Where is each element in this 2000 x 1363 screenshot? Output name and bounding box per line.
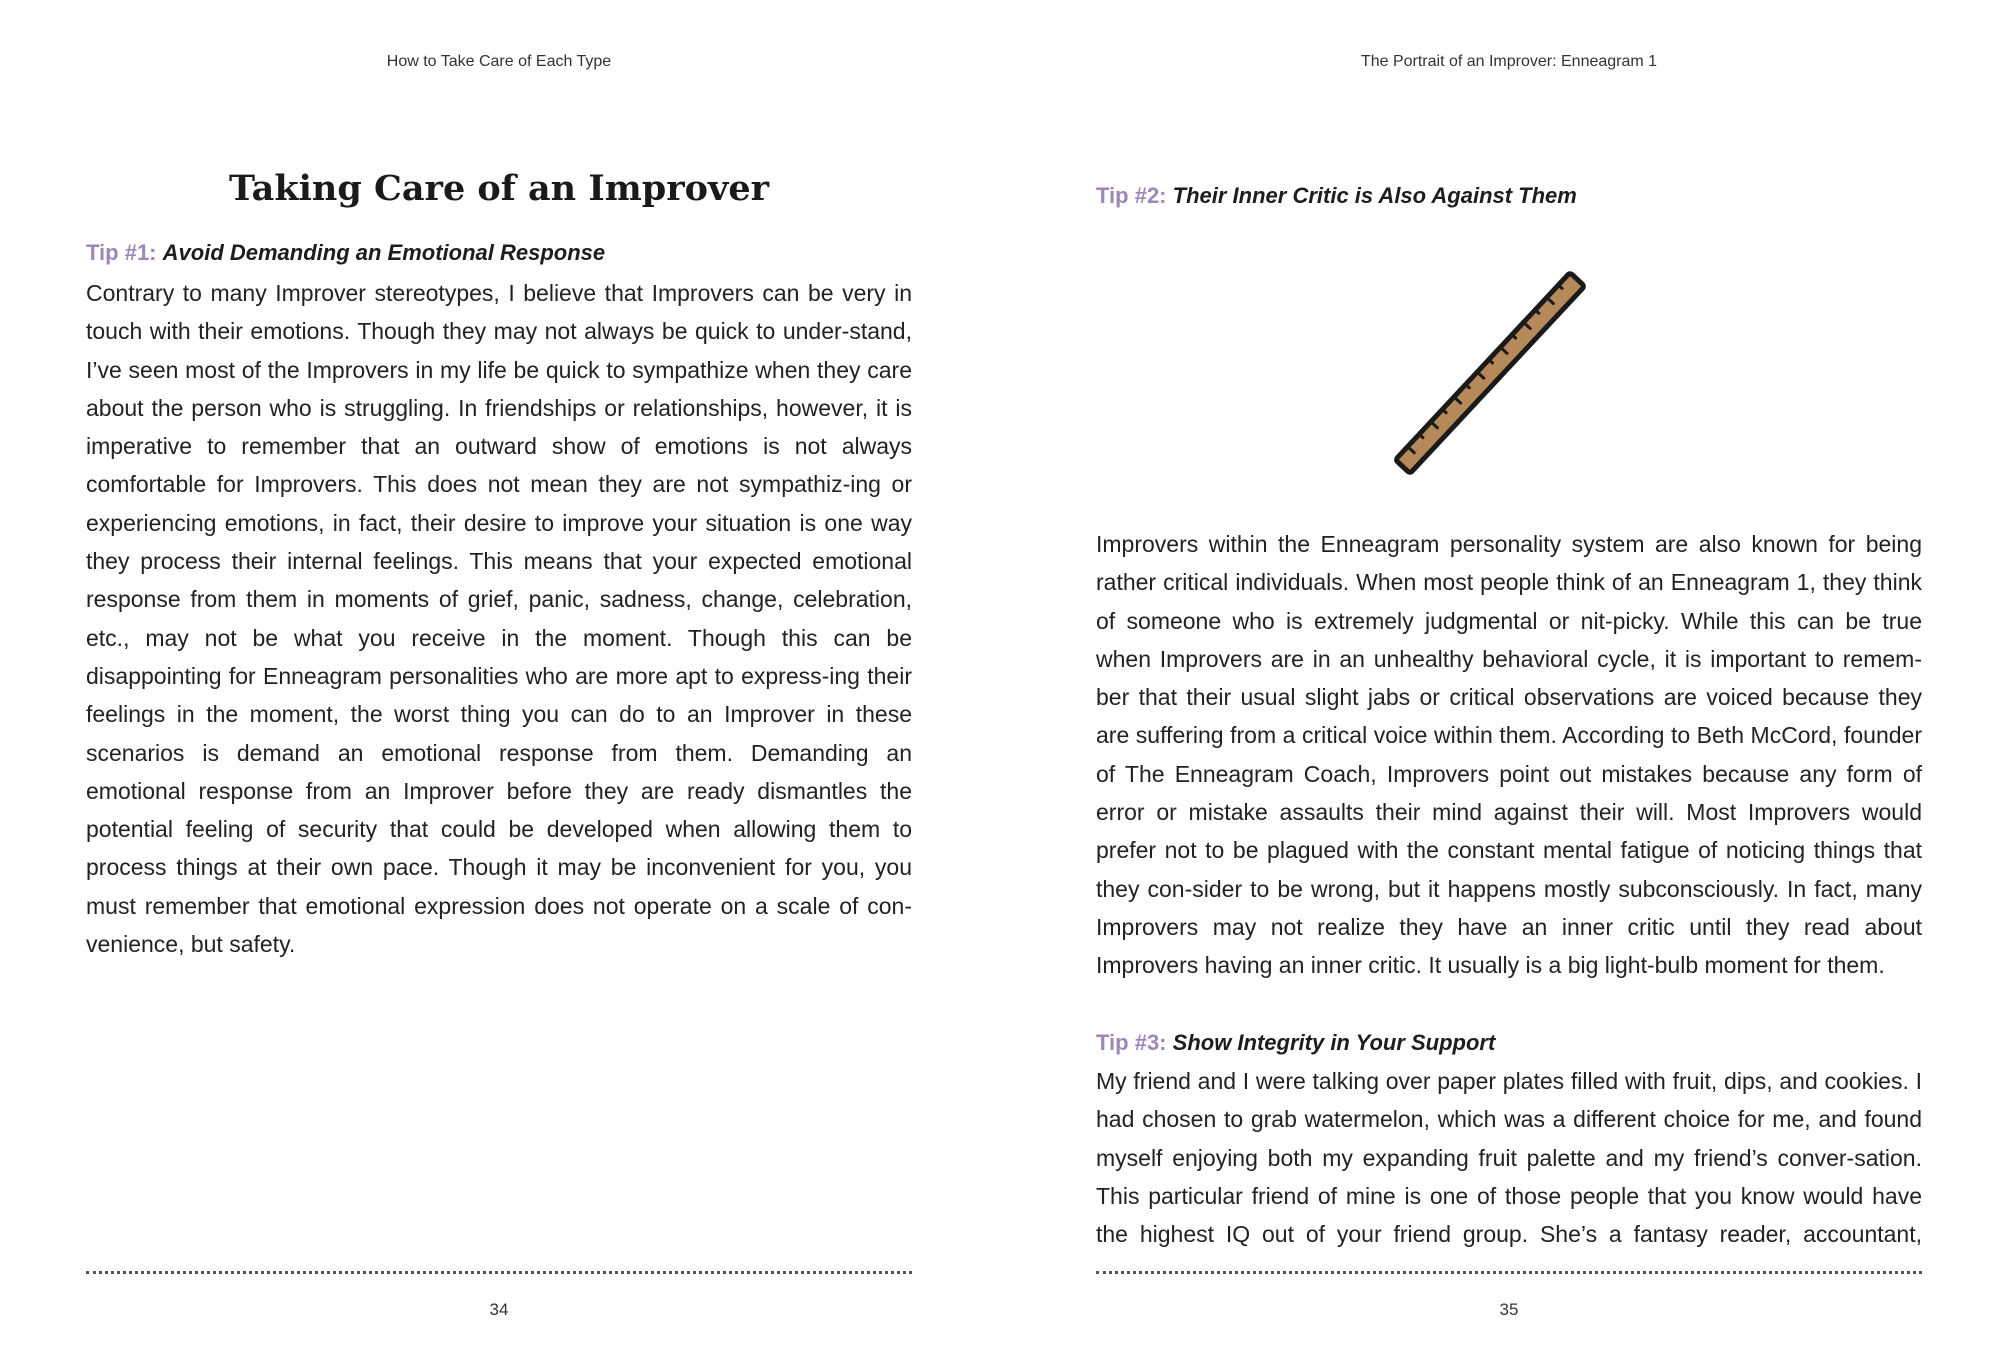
tip1-label: Tip #1: — [86, 240, 157, 265]
tip1-title: Avoid Demanding an Emotional Response — [162, 240, 606, 265]
right-page — [1000, 0, 2000, 1363]
tip3-label: Tip #3: — [1096, 1030, 1167, 1055]
page-number-left: 34 — [489, 1300, 509, 1319]
tip3-body: My friend and I were talking over paper plates filled with fruit, dips, and cookies. I had chosen to grab watermelon, which was a different choice for me, and found myself enjoying both my expanding fruit palette and my friend’s conver-sation. This particular friend of mine is one of those people that you know would have the highest IQ out of your friend group. She’s a fantasy reader, accountant, — [1096, 1068, 1922, 1248]
tip1-body: Contrary to many Improver stereotypes, I believe that Improvers can be very in touch with their emotions. Though they may not always be quick to under-stand, I’ve seen most of the Improvers in my life be quick to sympathize when they care about the person who is struggling. In friendships or relationships, however, it is imperative to remember that an outward show of emotions is not always comfortable for Improvers. This does not mean they are not sympathiz-ing or experiencing emotions, in fact, their desire to improve your situation is one way they process their internal feelings. This means that your expected emotional response from them in moments of grief, panic, sadness, change, celebration, etc., may not be what you receive in the moment. Though this can be disappointing for Enneagram personalities who are more apt to express-ing their feelings in the moment, the worst thing you can do to an Improver in these scenarios is demand an emotional response from them. Demanding an emotional response from an Improver before they are ready dismantles the potential feeling of security that could be developed when allowing them to process things at their own pace. Though it may be inconvenient for you, you must remember that emotional expression does not operate on a scale of con-venience, but safety. — [86, 280, 912, 958]
page-number-right: 35 — [1499, 1300, 1519, 1319]
running-head-right: The Portrait of an Improver: Enneagram 1 — [1360, 53, 1658, 70]
tip2-heading — [1096, 183, 1577, 209]
chapter-title: Taking Care of an Improver — [228, 168, 770, 209]
running-head-left: How to Take Care of Each Type — [386, 53, 612, 70]
tip2-label: Tip #2: — [1096, 183, 1167, 208]
ruler-icon — [1360, 238, 1620, 508]
tip1-heading — [86, 240, 605, 266]
tip2-body: Improvers within the Enneagram personality system are also known for being rather critical individuals. When most people think of an Enneagram 1, they think of someone who is extremely judgmental or nit-picky. While this can be true when Improvers are in an unhealthy behavioral cycle, it is important to remem-ber that their usual slight jabs or critical observations are voiced because they are suffering from a critical voice within them. According to Beth McCord, founder of The Enneagram Coach, Improvers point out mistakes because any form of error or mistake assaults their mind against their will. Most Improvers would prefer not to be plagued with the constant mental fatigue of noticing things that they con-sider to be wrong, but it happens mostly subconsciously. In fact, many Improvers may not realize they have an inner critic until they read about Improvers having an inner critic. It usually is a big light-bulb moment for them. — [1096, 531, 1922, 979]
tip2-title: Their Inner Critic is Also Against Them — [1172, 183, 1577, 208]
footer-divider-right — [1096, 1271, 1922, 1274]
tip3-title: Show Integrity in Your Support — [1172, 1030, 1496, 1055]
footer-divider-left — [86, 1271, 912, 1274]
tip3-heading — [1096, 1030, 1495, 1056]
